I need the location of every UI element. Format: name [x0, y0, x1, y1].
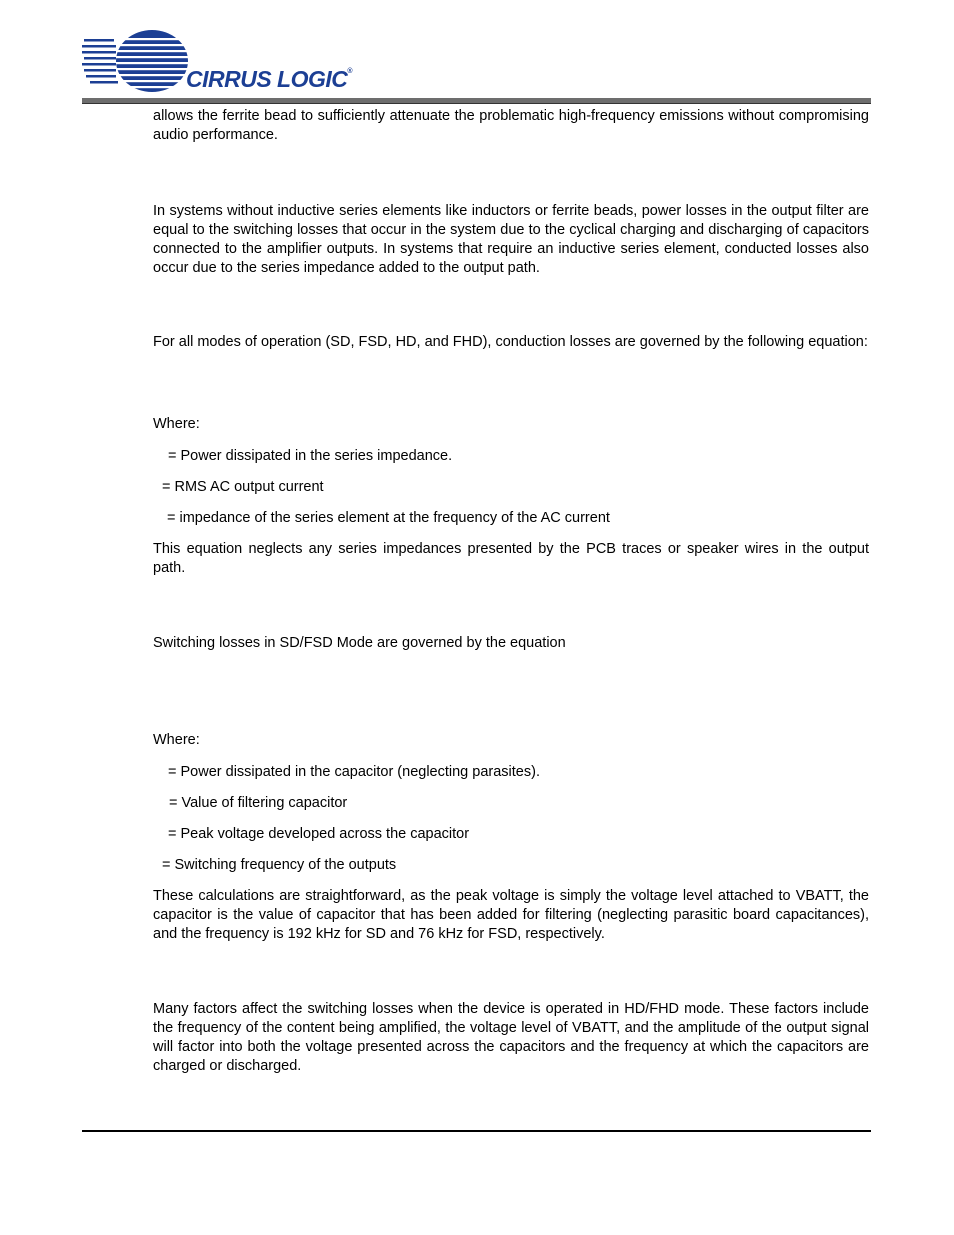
paragraph-conduction-losses: For all modes of operation (SD, FSD, HD, and FHD), conduction losses are governed by the following equation: — [153, 334, 868, 350]
definition-capacitor-value: = Value of filtering capacitor — [169, 795, 348, 811]
paragraph-ferrite-bead: allows the ferrite bead to sufficiently attenuate the problematic high-frequency emissions without compromising audio performance. — [153, 108, 869, 143]
definition-power-capacitor: = Power dissipated in the capacitor (neglecting parasites). — [168, 764, 540, 780]
logo-wordmark: CIRRUS LOGIC® — [186, 66, 353, 92]
where-label-2: Where: — [153, 732, 200, 748]
definition-switching-frequency: = Switching frequency of the outputs — [162, 857, 397, 873]
definition-series-impedance: = impedance of the series element at the frequency of the AC current — [167, 510, 610, 526]
paragraph-hd-fhd-mode: Many factors affect the switching losses when the device is operated in HD/FHD mode. These factors include the frequency of the content being amplified, the voltage level of VBATT, and the amplitude of the output signal will factor into both the voltage presented across the capacitors and the frequency at which the capacitors are charged or discharged. — [153, 1001, 869, 1074]
paragraph-calculations: These calculations are straightforward, as the peak voltage is simply the voltage level attached to VBATT, the capacitor is the value of capacitor that has been added for filtering (neglecting parasitic board capacitances), and the frequency is 192 kHz for SD and 76 kHz for FSD, respectively. — [153, 888, 869, 942]
definition-rms-current: = RMS AC output current — [162, 479, 324, 495]
paragraph-switching-losses: Switching losses in SD/FSD Mode are governed by the equation — [153, 635, 566, 651]
definition-peak-voltage: = Peak voltage developed across the capacitor — [168, 826, 470, 842]
where-label-1: Where: — [153, 416, 200, 432]
definition-power-series: = Power dissipated in the series impedance. — [168, 448, 453, 464]
footer-rule — [82, 1130, 871, 1132]
paragraph-pcb-traces: This equation neglects any series impedances presented by the PCB traces or speaker wires in the output path. — [153, 541, 869, 576]
header-rule — [82, 98, 871, 104]
paragraph-output-filter-losses: In systems without inductive series elements like inductors or ferrite beads, power losses in the output filter are equal to the switching losses that occur in the system due to the cyclical charging and discharging of capacitors connected to the amplifier outputs. In systems that require an inductive series element, conducted losses also occur due to the series impedance added to the output path. — [153, 203, 869, 276]
